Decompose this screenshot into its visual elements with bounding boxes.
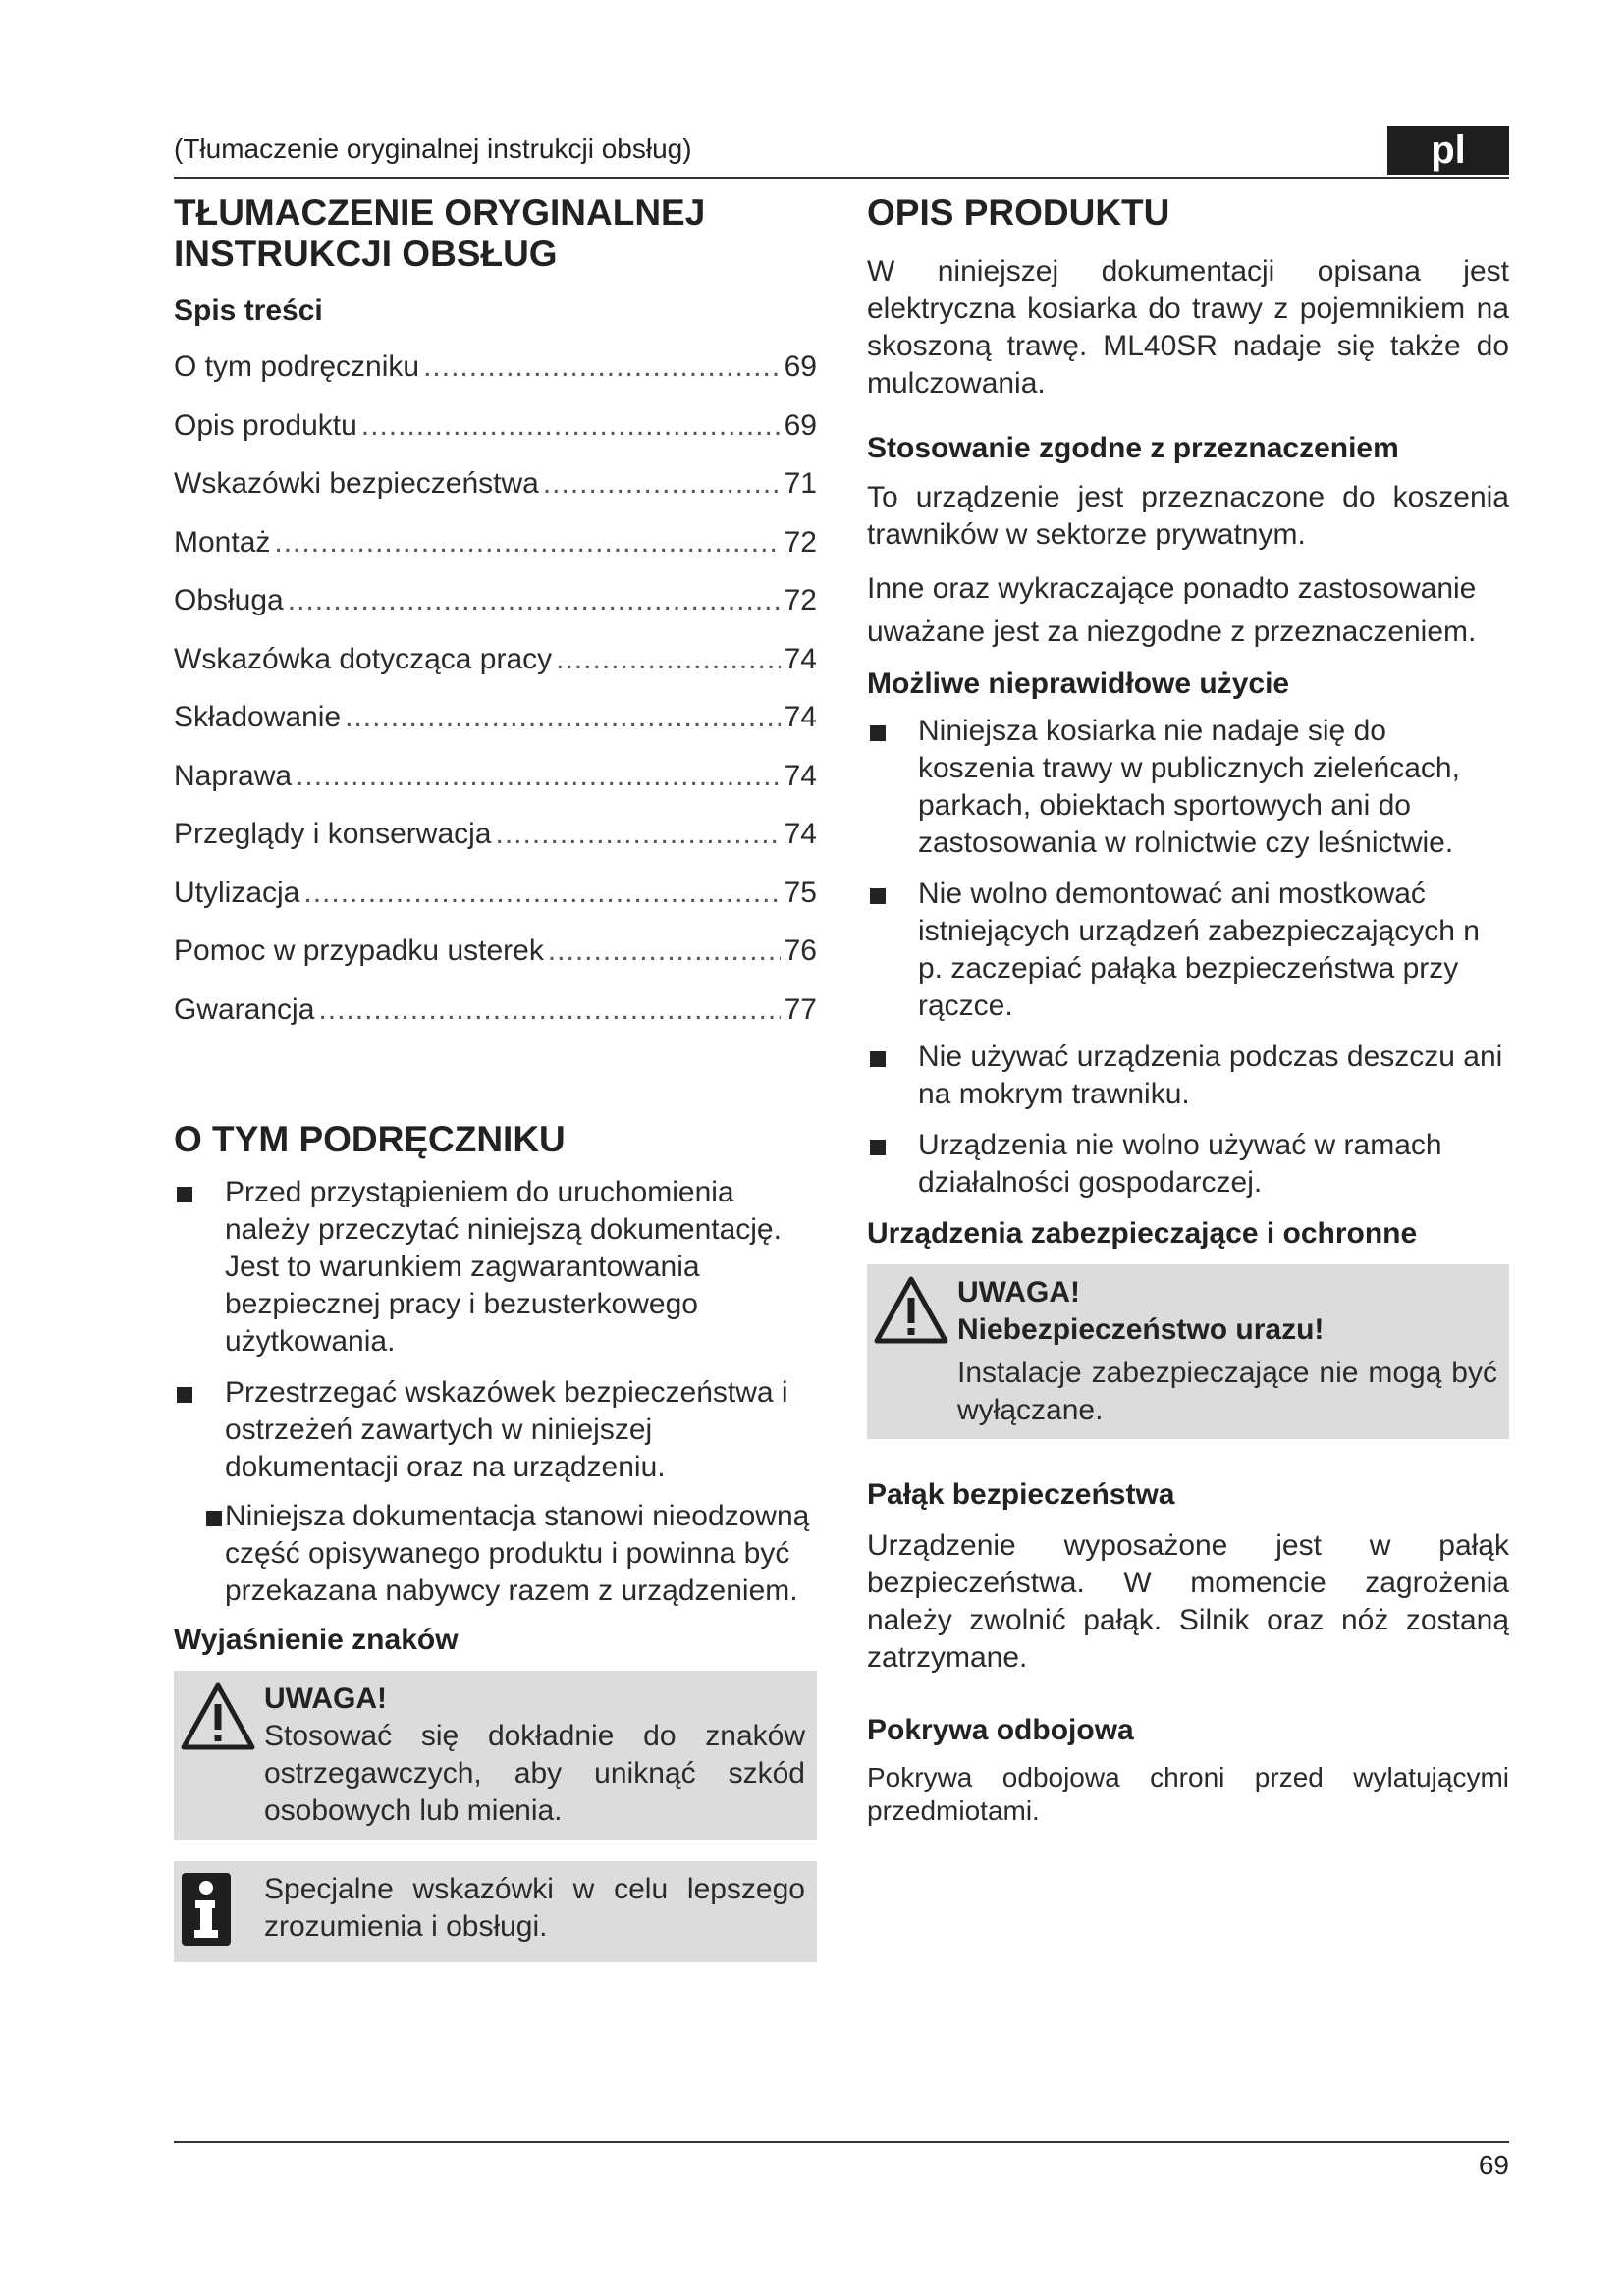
toc-entry-page: 76 xyxy=(784,934,817,967)
warning-text: Stosować się dokładnie do znaków ostrzegawczych, aby uniknąć szkód osobowych lub mienia. xyxy=(264,1720,805,1827)
header-breadcrumb: (Tłumaczenie oryginalnej instrukcji obsług) xyxy=(174,133,692,164)
bullet-square-icon xyxy=(870,1140,886,1155)
toc-entry-label: Obsługa xyxy=(174,584,284,616)
list-item xyxy=(867,1127,1509,1201)
toc-leader-dots xyxy=(548,922,781,981)
toc-leader-dots xyxy=(303,864,780,923)
warning-triangle-icon xyxy=(873,1274,957,1352)
toc-entry-label: Montaż xyxy=(174,525,271,559)
toc-entry[interactable] xyxy=(174,571,817,630)
toc-entry-label: Utylizacja xyxy=(174,876,300,909)
info-notice xyxy=(174,1861,817,1962)
bullet-square-icon xyxy=(177,1187,192,1202)
toc-entry-page: 74 xyxy=(784,818,817,850)
toc-leader-dots xyxy=(296,747,781,806)
misuse-bullet-list xyxy=(867,713,1509,1201)
language-badge: pl xyxy=(1387,126,1509,175)
safety-bail-heading: Pałąk bezpieczeństwa xyxy=(867,1478,1175,1511)
bullet-text: Nie wolno demontować ani mostkować istniejących urządzeń zabezpieczających n p. zaczepiać pałąka bezpieczeństwa przy rączce. xyxy=(918,878,1480,1022)
toc-entry-label: Wskazówki bezpieczeństwa xyxy=(174,467,539,500)
toc-entry[interactable] xyxy=(174,454,817,513)
product-description-heading: OPIS PRODUKTU xyxy=(867,192,1170,233)
bullet-square-icon xyxy=(206,1511,222,1526)
about-bullet-list xyxy=(174,1174,817,1486)
toc-leader-dots xyxy=(423,338,781,397)
toc-entry[interactable] xyxy=(174,688,817,747)
toc-entry[interactable] xyxy=(174,397,817,455)
toc-entry[interactable] xyxy=(174,747,817,806)
toc-entry[interactable] xyxy=(174,864,817,923)
bullet-square-icon xyxy=(870,725,886,741)
toc-entry-label: Pomoc w przypadku usterek xyxy=(174,934,544,967)
right-column xyxy=(867,192,1509,1828)
table-of-contents xyxy=(174,338,817,1039)
toc-entry-label: O tym podręczniku xyxy=(174,350,420,383)
toc-leader-dots xyxy=(556,630,780,689)
toc-entry-label: Przeglądy i konserwacja xyxy=(174,818,492,850)
about-sub-bullet-text: Niniejsza dokumentacja stanowi nieodzowną część opisywanego produktu i powinna być przekazana nabywcy razem z urządzeniem. xyxy=(225,1500,810,1607)
page-number: 69 xyxy=(1478,2150,1509,2180)
list-item xyxy=(867,1039,1509,1113)
toc-entry-page: 71 xyxy=(784,467,817,500)
intended-use-heading: Stosowanie zgodne z przeznaczeniem xyxy=(867,432,1399,464)
bullet-text: Przestrzegać wskazówek bezpieczeństwa i ostrzeżeń zawartych w niniejszej dokumentacji oraz na urządzeniu. xyxy=(225,1376,788,1483)
toc-entry-page: 74 xyxy=(784,759,817,792)
toc-entry-label: Opis produktu xyxy=(174,408,357,442)
toc-entry-label: Naprawa xyxy=(174,759,293,792)
warning-notice xyxy=(174,1671,817,1840)
misuse-heading: Możliwe nieprawidłowe użycie xyxy=(867,667,1290,700)
toc-entry-page: 74 xyxy=(784,701,817,733)
bullet-text: Urządzenia nie wolno używać w ramach działalności gospodarczej. xyxy=(918,1129,1442,1199)
toc-entry[interactable] xyxy=(174,805,817,864)
info-text: Specjalne wskazówki w celu lepszego zrozumienia i obsługi. xyxy=(264,1873,805,1943)
toc-entry-label: Składowanie xyxy=(174,701,342,733)
list-item xyxy=(174,1498,817,1610)
info-icon xyxy=(180,1871,264,1952)
left-column xyxy=(174,192,817,1962)
list-item xyxy=(174,1374,817,1486)
title-line-1: TŁUMACZENIE ORYGINALNEJ xyxy=(174,192,706,233)
toc-entry-page: 69 xyxy=(784,408,817,442)
toc-leader-dots xyxy=(318,981,780,1040)
deflector-text: Pokrywa odbojowa chroni przed wylatującymi przedmiotami. xyxy=(867,1762,1509,1826)
toc-entry-page: 77 xyxy=(784,992,817,1026)
toc-entry-page: 75 xyxy=(784,876,817,909)
bullet-text: Nie używać urządzenia podczas deszczu ani na mokrym trawniku. xyxy=(918,1041,1503,1110)
protective-warning-subtitle: Niebezpieczeństwo urazu! xyxy=(957,1313,1325,1346)
toc-leader-dots xyxy=(495,805,780,864)
list-item xyxy=(174,1174,817,1361)
document-title xyxy=(174,192,817,275)
intended-use-text-1: To urządzenie jest przeznaczone do koszenia trawników w sektorze prywatnym. xyxy=(867,481,1509,551)
toc-entry[interactable] xyxy=(174,922,817,981)
bullet-text: Niniejsza kosiarka nie nadaje się do koszenia trawy w publicznych zieleńcach, parkach, obiektach sportowych ani do zastosowania w rolnictwie czy leśnictwie. xyxy=(918,715,1460,859)
bullet-text: Przed przystąpieniem do uruchomienia należy przeczytać niniejszą dokumentację. Jest to warunkiem zagwarantowania bezpiecznej pracy i bezusterkowego użytkowania. xyxy=(225,1176,782,1358)
toc-entry[interactable] xyxy=(174,513,817,572)
protective-warning-notice xyxy=(867,1264,1509,1439)
bullet-square-icon xyxy=(870,888,886,904)
safety-bail-text: Urządzenie wyposażone jest w pałąk bezpieczeństwa. W momencie zagrożenia należy zwolnić pałąk. Silnik oraz nóż zostaną zatrzymane. xyxy=(867,1529,1509,1674)
list-item xyxy=(867,876,1509,1025)
toc-leader-dots xyxy=(274,513,780,572)
list-item xyxy=(867,713,1509,862)
toc-entry-page: 72 xyxy=(784,525,817,559)
about-heading: O TYM PODRĘCZNIKU xyxy=(174,1119,566,1159)
intended-use-text-2: Inne oraz wykraczające ponadto zastosowanie uważane jest za niezgodne z przeznaczeniem. xyxy=(867,572,1477,648)
warning-label: UWAGA! xyxy=(264,1682,387,1715)
toc-entry-page: 72 xyxy=(784,584,817,616)
toc-entry-page: 74 xyxy=(784,642,817,675)
about-sub-bullet-list xyxy=(174,1498,817,1610)
toc-entry[interactable] xyxy=(174,630,817,689)
bullet-square-icon xyxy=(177,1387,192,1403)
toc-entry-label: Wskazówka dotycząca pracy xyxy=(174,642,553,675)
deflector-heading: Pokrywa odbojowa xyxy=(867,1714,1134,1746)
product-intro-text: W niniejszej dokumentacji opisana jest elektryczna kosiarka do trawy z pojemnikiem na skoszoną trawę. ML40SR nadaje się także do mulczowania. xyxy=(867,255,1509,400)
footer-rule xyxy=(174,2141,1509,2143)
toc-leader-dots xyxy=(361,397,781,455)
toc-entry[interactable] xyxy=(174,981,817,1040)
title-line-2: INSTRUKCJI OBSŁUG xyxy=(174,234,558,274)
toc-leader-dots xyxy=(543,454,781,513)
protective-warning-text: Instalacje zabezpieczające nie mogą być wyłączane. xyxy=(957,1357,1497,1426)
protective-devices-heading: Urządzenia zabezpieczające i ochronne xyxy=(867,1217,1418,1250)
toc-entry-label: Gwarancja xyxy=(174,992,315,1026)
toc-leader-dots xyxy=(288,571,781,630)
protective-warning-label: UWAGA! xyxy=(957,1276,1080,1308)
toc-heading: Spis treści xyxy=(174,294,323,327)
toc-entry[interactable] xyxy=(174,338,817,397)
bullet-square-icon xyxy=(870,1051,886,1067)
toc-leader-dots xyxy=(345,688,781,747)
warning-triangle-icon xyxy=(180,1681,264,1758)
signs-heading: Wyjaśnienie znaków xyxy=(174,1624,459,1656)
toc-entry-page: 69 xyxy=(784,350,817,383)
page-header xyxy=(174,126,1509,179)
